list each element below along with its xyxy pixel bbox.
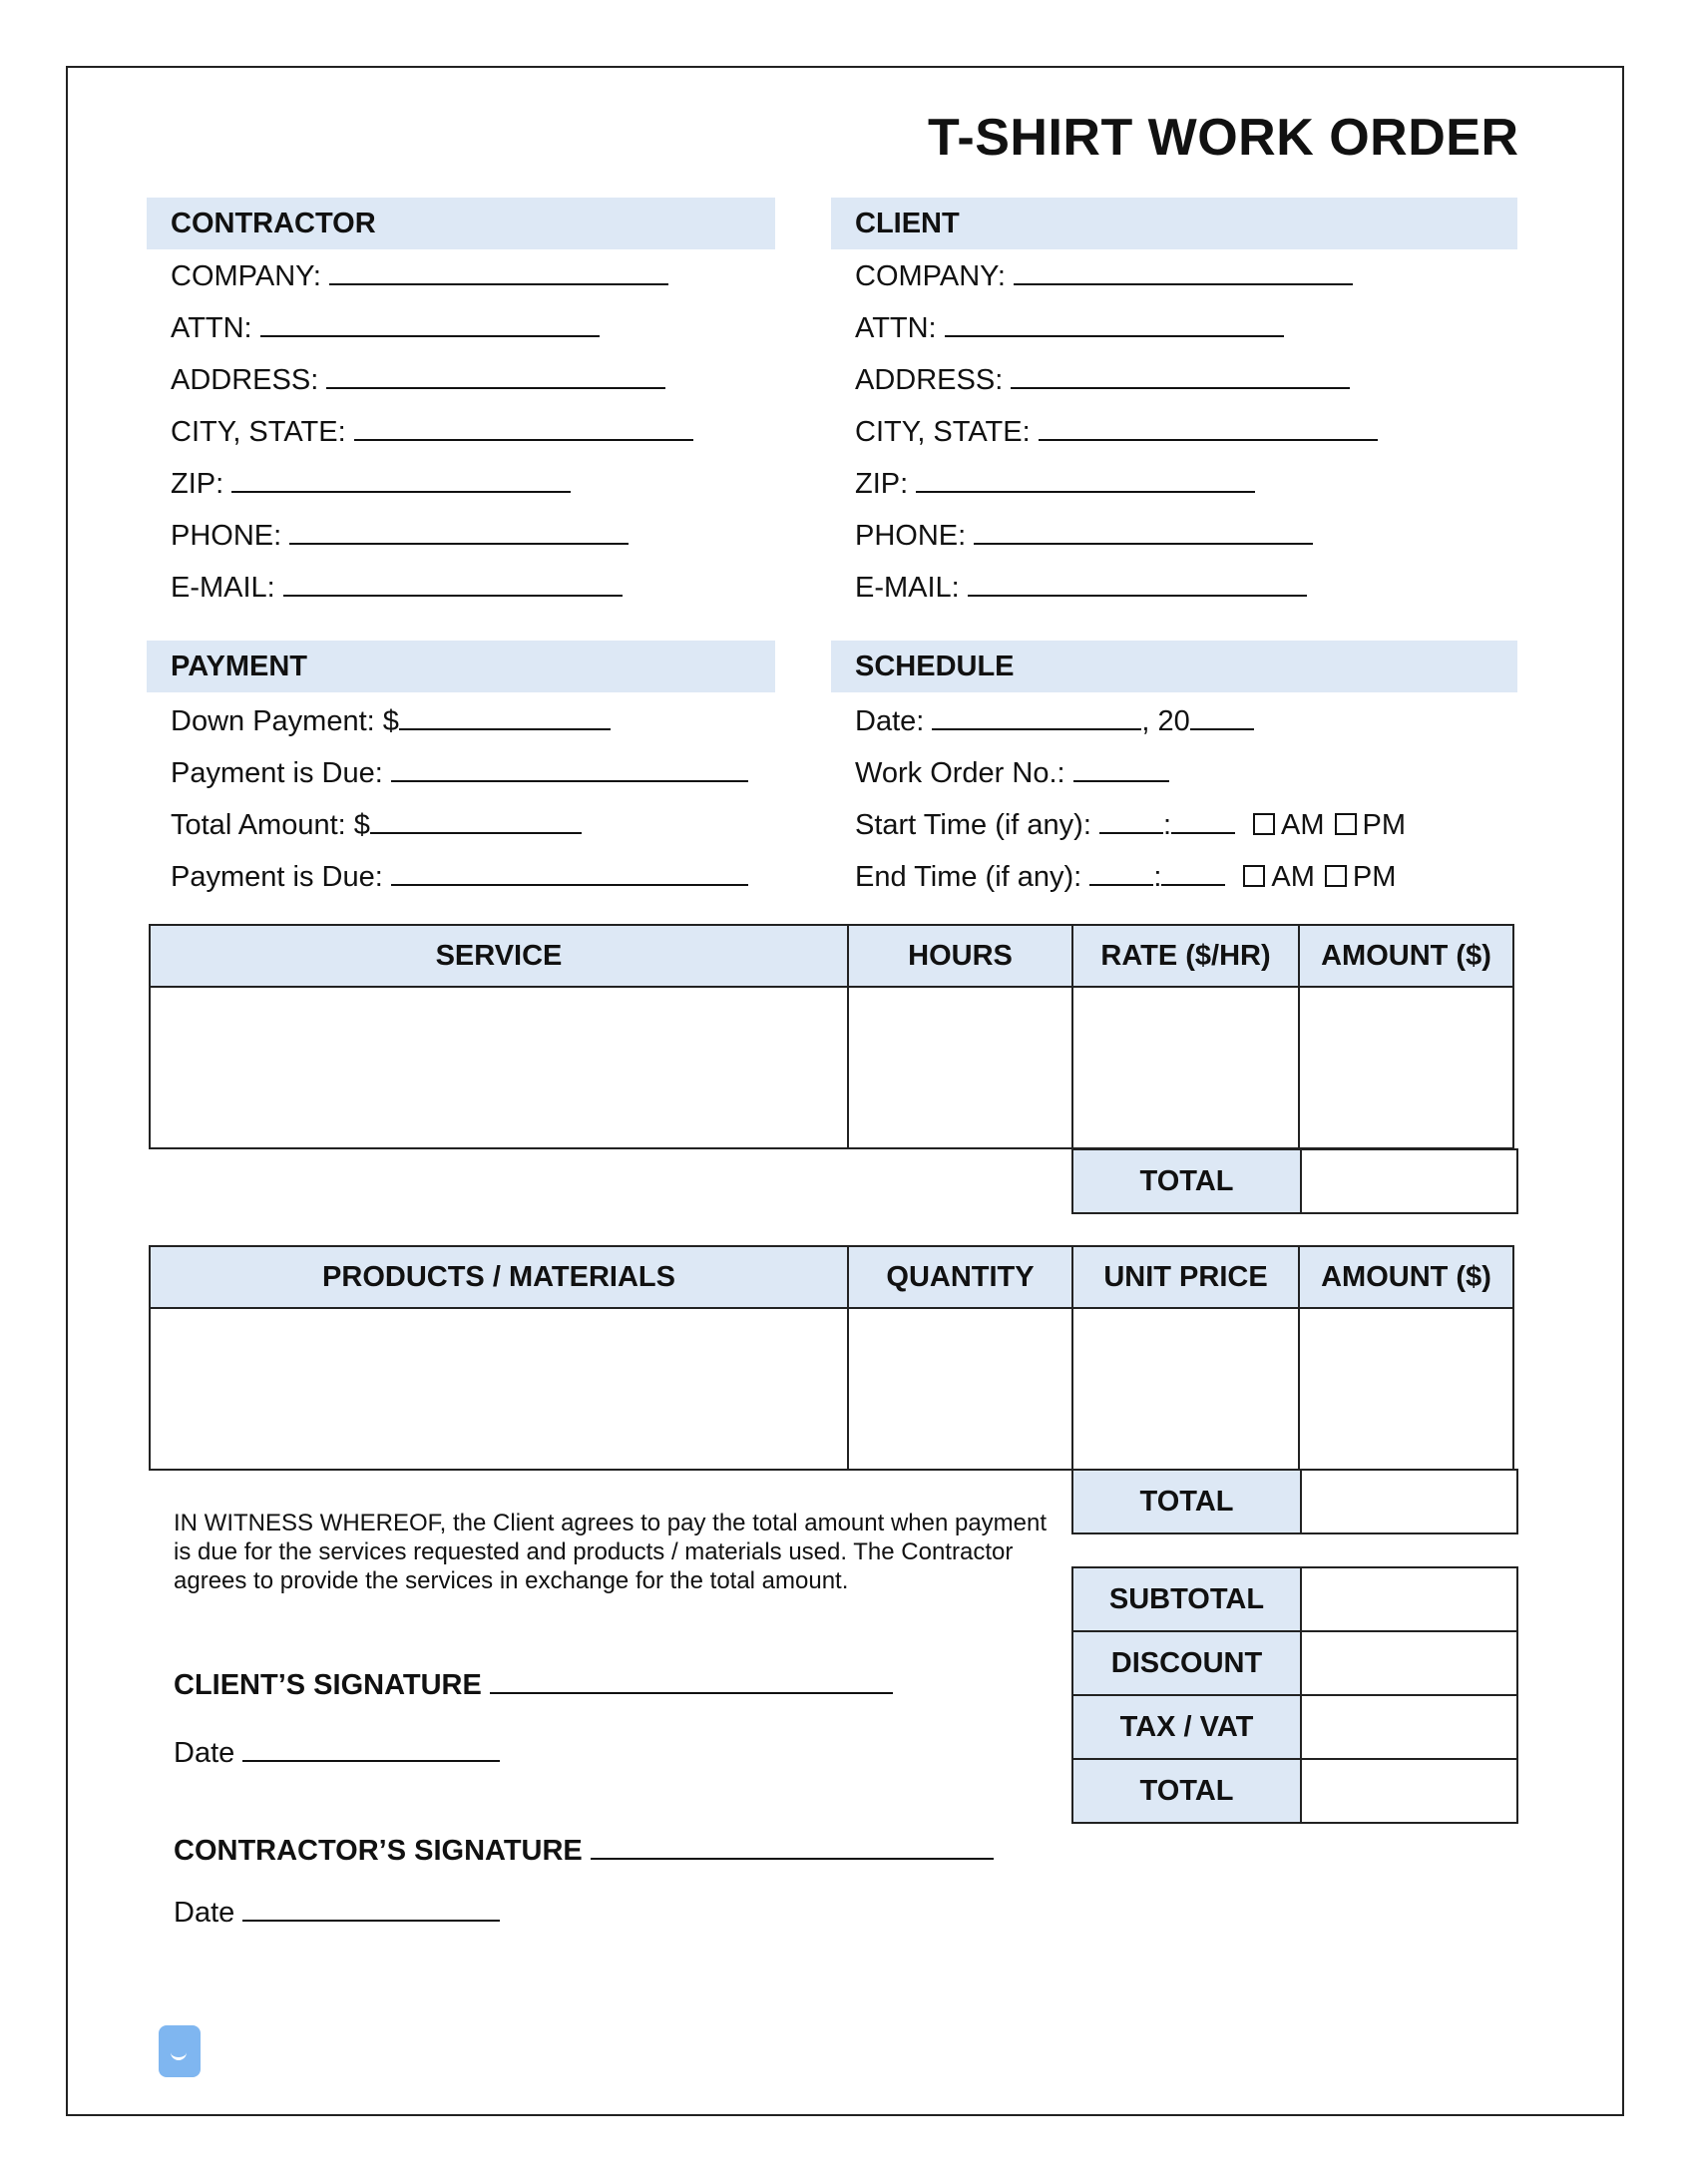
end-time-field[interactable]: End Time (if any): : AM PM — [855, 858, 1396, 895]
service-entry-row — [150, 987, 1513, 1148]
schedule-header: SCHEDULE — [831, 641, 1517, 692]
hours-cell[interactable] — [848, 987, 1072, 1148]
payment-header: PAYMENT — [147, 641, 775, 692]
discount-label: DISCOUNT — [1072, 1631, 1301, 1695]
hours-column-header: HOURS — [848, 925, 1072, 987]
discount-value[interactable] — [1301, 1631, 1517, 1695]
client-signature-field[interactable]: CLIENT’S SIGNATURE — [174, 1666, 893, 1703]
witness-statement: IN WITNESS WHEREOF, the Client agrees to pay the total amount when payment is due for the services requested and products / materials used. The Contractor agrees to provide the services in exchange for the total amount. — [174, 1510, 1048, 1594]
products-total-label: TOTAL — [1072, 1470, 1301, 1533]
summary-table — [1071, 1566, 1518, 1824]
services-total-value[interactable] — [1301, 1149, 1517, 1213]
contractor-zip-field[interactable]: ZIP: — [171, 465, 571, 502]
service-cell[interactable] — [150, 987, 848, 1148]
rate-cell[interactable] — [1072, 987, 1299, 1148]
start-time-field[interactable]: Start Time (if any): : AM PM — [855, 806, 1406, 843]
quantity-cell[interactable] — [848, 1308, 1072, 1470]
tax-label: TAX / VAT — [1072, 1695, 1301, 1759]
payment-due-field-1[interactable]: Payment is Due: — [171, 754, 748, 791]
client-address-field[interactable]: ADDRESS: — [855, 361, 1350, 398]
subtotal-value[interactable] — [1301, 1567, 1517, 1631]
contractor-email-field[interactable]: E-MAIL: — [171, 569, 623, 606]
product-cell[interactable] — [150, 1308, 848, 1470]
client-phone-field[interactable]: PHONE: — [855, 517, 1313, 554]
brand-logo-icon — [159, 2025, 201, 2077]
schedule-date-field[interactable]: Date: , 20 — [855, 702, 1254, 739]
product-entry-row — [150, 1308, 1513, 1470]
products-table — [149, 1245, 1514, 1471]
grand-total-value[interactable] — [1301, 1759, 1517, 1823]
services-total-label: TOTAL — [1072, 1149, 1301, 1213]
service-column-header: SERVICE — [150, 925, 848, 987]
client-company-field[interactable]: COMPANY: — [855, 257, 1353, 294]
payment-due-field-2[interactable]: Payment is Due: — [171, 858, 748, 895]
amount-cell[interactable] — [1299, 987, 1513, 1148]
contractor-address-field[interactable]: ADDRESS: — [171, 361, 665, 398]
contractor-attn-field[interactable]: ATTN: — [171, 309, 600, 346]
contractor-city-state-field[interactable]: CITY, STATE: — [171, 413, 693, 450]
contractor-header: CONTRACTOR — [147, 198, 775, 249]
amount-column-header: AMOUNT ($) — [1299, 925, 1513, 987]
client-email-field[interactable]: E-MAIL: — [855, 569, 1307, 606]
unit-price-column-header: UNIT PRICE — [1072, 1246, 1299, 1308]
client-signature-date-field[interactable]: Date — [174, 1734, 500, 1771]
services-total-table — [1071, 1148, 1518, 1214]
products-total-value[interactable] — [1301, 1470, 1517, 1533]
down-payment-field[interactable]: Down Payment: $ — [171, 702, 611, 739]
contractor-phone-field[interactable]: PHONE: — [171, 517, 629, 554]
unit-price-cell[interactable] — [1072, 1308, 1299, 1470]
client-attn-field[interactable]: ATTN: — [855, 309, 1284, 346]
work-order-no-field[interactable]: Work Order No.: — [855, 754, 1169, 791]
contractor-signature-date-field[interactable]: Date — [174, 1894, 500, 1931]
start-am-checkbox[interactable] — [1253, 813, 1275, 835]
subtotal-label: SUBTOTAL — [1072, 1567, 1301, 1631]
page-title: T-SHIRT WORK ORDER — [928, 109, 1519, 167]
grand-total-label: TOTAL — [1072, 1759, 1301, 1823]
start-pm-checkbox[interactable] — [1335, 813, 1357, 835]
product-amount-cell[interactable] — [1299, 1308, 1513, 1470]
contractor-signature-field[interactable]: CONTRACTOR’S SIGNATURE — [174, 1832, 994, 1869]
end-am-checkbox[interactable] — [1243, 865, 1265, 887]
client-zip-field[interactable]: ZIP: — [855, 465, 1255, 502]
contractor-company-field[interactable]: COMPANY: — [171, 257, 668, 294]
total-amount-field[interactable]: Total Amount: $ — [171, 806, 582, 843]
end-pm-checkbox[interactable] — [1325, 865, 1347, 887]
rate-column-header: RATE ($/HR) — [1072, 925, 1299, 987]
products-total-table — [1071, 1469, 1518, 1534]
products-column-header: PRODUCTS / MATERIALS — [150, 1246, 848, 1308]
quantity-column-header: QUANTITY — [848, 1246, 1072, 1308]
tax-value[interactable] — [1301, 1695, 1517, 1759]
client-header: CLIENT — [831, 198, 1517, 249]
services-table — [149, 924, 1514, 1149]
products-amount-column-header: AMOUNT ($) — [1299, 1246, 1513, 1308]
client-city-state-field[interactable]: CITY, STATE: — [855, 413, 1378, 450]
